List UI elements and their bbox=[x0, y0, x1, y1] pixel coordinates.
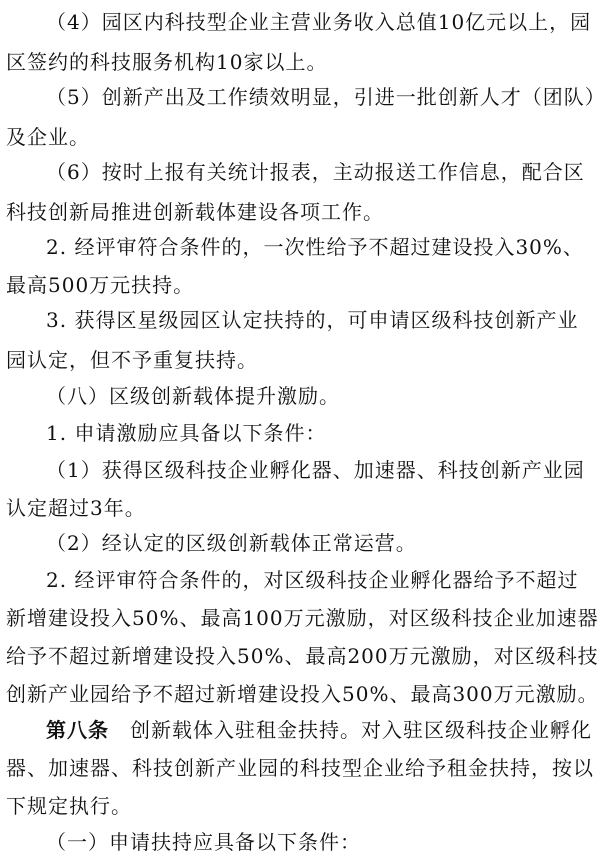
text-line: 及企业。 bbox=[6, 125, 90, 149]
text-line: 器、加速器、科技创新产业园的科技型企业给予租金扶持，按以 bbox=[6, 756, 594, 780]
text-line: 2. 经评审符合条件的，对区级科技企业孵化器给予不超过 bbox=[46, 568, 579, 592]
section-heading: （八）区级创新载体提升激励。 bbox=[46, 384, 340, 408]
text-line: （一）申请扶持应具备以下条件： bbox=[46, 830, 361, 854]
text-line: 创新产业园给予不超过新增建设投入50%、最高300万元激励。 bbox=[6, 682, 599, 706]
text-line: 区签约的科技服务机构10家以上。 bbox=[6, 50, 328, 74]
text-line: 给予不超过新增建设投入50%、最高200万元激励，对区级科技 bbox=[6, 644, 599, 668]
article-heading: 第八条 bbox=[46, 718, 109, 742]
text-line: （4）园区内科技型企业主营业务收入总值10亿元以上，园 bbox=[46, 10, 592, 34]
text-line: （5）创新产出及工作绩效明显，引进一批创新人才（团队） bbox=[46, 85, 606, 109]
text-line: （6）按时上报有关统计报表，主动报送工作信息，配合区 bbox=[46, 160, 585, 184]
text-line: （2）经认定的区级创新载体正常运营。 bbox=[46, 531, 417, 555]
article-line bbox=[0, 710, 606, 750]
text-line: 1. 申请激励应具备以下条件： bbox=[46, 421, 327, 445]
article-text: 创新载体入驻租金扶持。对入驻区级科技企业孵化 bbox=[109, 718, 592, 742]
text-line: 科技创新局推进创新载体建设各项工作。 bbox=[6, 200, 384, 224]
text-line: 最高500万元扶持。 bbox=[6, 273, 195, 297]
text-line: 园认定，但不予重复扶持。 bbox=[6, 348, 258, 372]
text-line: 3. 获得区星级园区认定扶持的，可申请区级科技创新产业 bbox=[46, 308, 579, 332]
text-line: 下规定执行。 bbox=[6, 794, 132, 818]
text-line: 新增建设投入50%、最高100万元激励，对区级科技企业加速器 bbox=[6, 606, 599, 630]
text-line: 认定超过3年。 bbox=[6, 496, 146, 520]
text-line: 2. 经评审符合条件的，一次性给予不超过建设投入30%、 bbox=[46, 235, 584, 259]
text-line: （1）获得区级科技企业孵化器、加速器、科技创新产业园 bbox=[46, 458, 585, 482]
